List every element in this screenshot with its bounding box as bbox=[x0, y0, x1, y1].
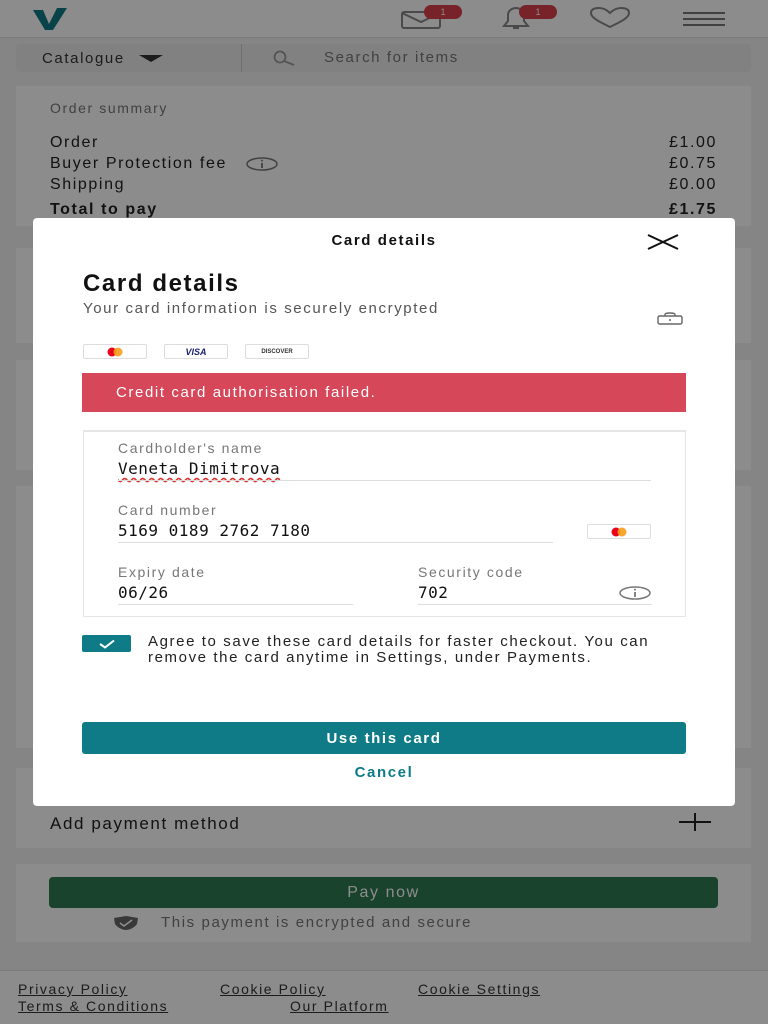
input-underline bbox=[118, 604, 353, 605]
catalogue-label: Catalogue bbox=[42, 49, 125, 67]
footer-link-terms[interactable]: Terms & Conditions bbox=[18, 998, 169, 1014]
messages-badge: 1 bbox=[424, 5, 462, 19]
mastercard-icon bbox=[587, 524, 651, 539]
error-banner: Credit card authorisation failed. bbox=[82, 373, 686, 412]
check-icon bbox=[96, 639, 118, 649]
card-form bbox=[83, 430, 686, 617]
discover-logo: DISCOVER bbox=[245, 344, 309, 359]
notifications-badge: 1 bbox=[519, 5, 557, 19]
input-underline bbox=[418, 604, 652, 605]
expiry-input[interactable]: 06/26 bbox=[118, 583, 169, 602]
visa-logo: VISA bbox=[164, 344, 228, 359]
secure-text: This payment is encrypted and secure bbox=[161, 914, 473, 931]
secure-subtitle: Your card information is securely encrypted bbox=[83, 300, 439, 317]
input-underline bbox=[118, 542, 553, 543]
summary-row-label: Buyer Protection fee bbox=[50, 154, 227, 172]
summary-row-value: £0.00 bbox=[668, 175, 717, 193]
summary-row-value: £0.75 bbox=[668, 154, 717, 172]
cancel-button[interactable]: Cancel bbox=[354, 764, 414, 781]
search-input[interactable]: Search for items bbox=[324, 49, 459, 66]
footer-link-privacy[interactable]: Privacy Policy bbox=[18, 981, 128, 997]
summary-row-label: Shipping bbox=[50, 175, 126, 193]
cardholder-input[interactable]: Veneta Dimitrova bbox=[118, 459, 281, 478]
security-code-label: Security code bbox=[418, 564, 524, 580]
add-payment-label: Add payment method bbox=[50, 814, 241, 833]
footer-link-cookie-policy[interactable]: Cookie Policy bbox=[220, 981, 326, 997]
close-icon[interactable] bbox=[645, 232, 681, 252]
card-number-input[interactable]: 5169 0189 2762 7180 bbox=[118, 521, 311, 540]
cardholder-label: Cardholder's name bbox=[118, 440, 264, 456]
save-card-checkbox[interactable] bbox=[82, 635, 131, 652]
summary-row-value: £1.00 bbox=[668, 133, 717, 151]
use-this-card-button[interactable]: Use this card bbox=[82, 722, 686, 754]
pay-now-button[interactable]: Pay now bbox=[49, 877, 718, 908]
save-card-label: Agree to save these card details for faster checkout. You can remove the card anytime in Settings, under Payments. bbox=[148, 633, 650, 666]
card-brands bbox=[83, 344, 326, 359]
lock-icon bbox=[656, 311, 684, 325]
modal-title: Card details bbox=[331, 232, 437, 249]
input-underline bbox=[118, 480, 651, 481]
total-value: £1.75 bbox=[668, 200, 717, 218]
footer-link-cookie-settings[interactable]: Cookie Settings bbox=[418, 981, 541, 997]
total-label: Total to pay bbox=[50, 200, 158, 218]
card-number-label: Card number bbox=[118, 502, 218, 518]
mastercard-logo bbox=[83, 344, 147, 359]
expiry-label: Expiry date bbox=[118, 564, 206, 580]
security-code-input[interactable]: 702 bbox=[418, 583, 449, 602]
footer-link-platform[interactable]: Our Platform bbox=[290, 998, 389, 1014]
card-details-modal bbox=[33, 218, 735, 806]
order-summary-caption: Order summary bbox=[50, 100, 169, 116]
summary-row-label: Order bbox=[50, 133, 99, 151]
card-details-heading: Card details bbox=[83, 270, 240, 297]
info-icon[interactable] bbox=[618, 586, 652, 600]
